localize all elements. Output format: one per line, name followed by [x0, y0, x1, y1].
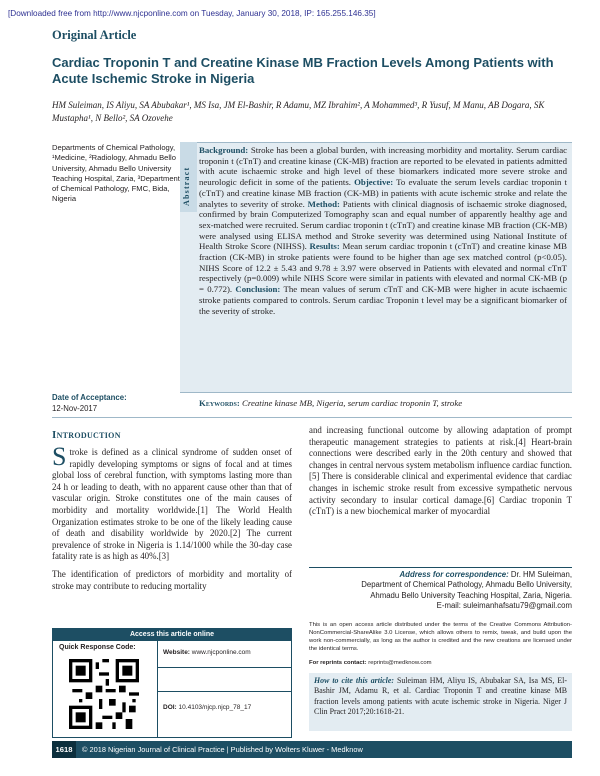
doi-link[interactable]: 10.4103/njcp.njcp_78_17 — [178, 704, 252, 711]
method-text: Patients with clinical diagnosis of ischaemic stroke diagnosed, confirmed by brain Computerized Tomography scan and equal number of apparently healthy age and sex-matched were recruited. Serum cardiac troponin t (cTnT) and creatine kinase MB fraction (CK-MB) were analysed using ELISA method and Stroke severity was determined using National Institute of Health Stroke Score (NIHSS). — [199, 198, 567, 252]
correspondence-email[interactable]: E-mail: suleimanhafsatu79@gmail.com — [436, 601, 572, 611]
cite-text: Suleiman HM, Aliyu IS, Abubakar SA, Isa MS, El-Bashir JM, Adamu R, et al. Cardiac Troponin T and creatine kinase MB fraction levels among patients with acute ischemic stroke in Nigeria. Niger J Clin Pract 2017;20:1618-21. — [314, 676, 567, 716]
correspondence-dept: Department of Chemical Pathology, Ahmadu Bello University, — [361, 580, 572, 590]
intro-right-text: and increasing functional outcome by allowing adaptation of prompt therapeutic management strategies to patients at risk.[4] Heart-brain connections were described early in the 20th century and showed that changes in central nervous system metabolism influence cardiac function.[5] There is considerable clinical and experimental evidence that cardiac changes in ischemic stroke result from excessive sympathetic nervous activity secondary to insular cortical damage.[6] Cardiac troponin T (cTnT) is a new biochemical marker of myocardial — [309, 425, 572, 517]
reprints-label: For reprints contact: — [309, 660, 367, 666]
intro-p1-text: troke is defined as a clinical syndrome of sudden onset of rapidly developing symptoms or signs of focal and at times global loss of cerebral function, with symptoms lasting more than 24 h or leading to death, with no apparent cause other than that of vascular origin. Stroke constitutes one of the main causes of morbidity and mortality worldwide.[1] The World Health Organization estimates stroke to be one of the likely leading cause of death and disability worldwide by 2020.[2] The current prevalence of stroke in Nigeria is 1.14/1000 while the 30-day case fatality rate is as high as 40%.[3] — [52, 447, 292, 562]
correspondence-block — [309, 570, 572, 612]
website-label: Website: — [163, 649, 190, 656]
background-label: Background: — [199, 145, 249, 155]
abstract-tab-label: Abstract — [182, 166, 191, 206]
author-list: HM Suleiman, IS Aliyu, SA Abubakar¹, MS Isa, JM El-Bashir, R Adamu, MZ Ibrahim², A Mohammed³, R Yusuf, M Manu, AB Dogara, SK Mustapha¹, N Bello², SA Ozovehe — [52, 100, 545, 123]
intro-paragraph-1 — [52, 442, 292, 563]
affiliations: Departments of Chemical Pathology, ¹Medicine, ²Radiology, Ahmadu Bello University, Ahmadu Bello University Teaching Hospital, Zaria, ³Department of Chemical Pathology, FMC, Bida, Nigeria — [52, 143, 180, 204]
access-row-divider — [158, 691, 291, 692]
background-text: Stroke has been a global burden, with increasing morbidity and mortality. Serum cardiac troponin t (cTnT) and creatine kinase (CK-MB) fraction are reported to be elevated in patients admitted with acute ischaemic stroke and high level of these biomarkers indicated more severe stroke and neurologic deficit in some of the patients. — [199, 145, 568, 188]
method-label: Method: — [307, 198, 340, 209]
keywords-label: Keywords: — [199, 398, 240, 408]
correspondence-name: Dr. HM Suleiman, — [510, 570, 572, 579]
intro-paragraph-2: The identification of predictors of morbidity and mortality of stroke may contribute to reducing mortality — [52, 568, 292, 591]
access-article-box — [52, 628, 292, 738]
objective-text: To evaluate the serum levels cardiac troponin t (cTnT) and creatine kinase MB fraction (CK-MB) in patients with acute ischemic stroke and relate the analytes to severity of stroke. — [199, 177, 567, 209]
intro-left-column — [52, 442, 292, 592]
doi-label: DOI: — [163, 704, 177, 711]
correspondence-label: Address for correspondence: — [399, 570, 509, 579]
access-row-divider — [158, 667, 291, 668]
correspondence-address: Ahmadu Bello University Teaching Hospital, Zaria, Nigeria. — [370, 590, 572, 600]
results-text: Mean serum cardiac troponin t (cTnT) and creatine kinase MB fraction (CK-MB) in stroke patients were found to be higher than age sex matched control (p<0.05). NIHS Score of 12.2 ± 5.43 and 9.78 ± 3.97 were observed in Patients with elevated and normal cTnT respectively (p=0.009) while NIHS Score were similar in patients with elevated and normal CK-MB (p = 0.772). — [199, 241, 567, 295]
website-row — [163, 649, 251, 656]
drop-cap: S — [52, 442, 67, 471]
article-title: Cardiac Troponin T and Creatine Kinase MB Fraction Levels Among Patients with Acute Ischemic Stroke in Nigeria — [52, 55, 554, 86]
abstract-text — [199, 145, 567, 316]
conclusion-label: Conclusion: — [235, 284, 281, 295]
reprints-email[interactable]: reprints@medknow.com — [368, 660, 432, 666]
cite-label: How to cite this article: — [314, 676, 394, 685]
keywords-text: Creatine kinase MB, Nigeria, serum cardiac troponin T, stroke — [241, 398, 463, 408]
how-to-cite-box — [309, 673, 572, 731]
intro-right-column — [309, 425, 572, 518]
qr-label: Quick Response Code: — [59, 644, 136, 651]
access-header: Access this article online — [53, 629, 291, 641]
qr-code-icon[interactable] — [69, 659, 139, 729]
acceptance-label: Date of Acceptance: — [52, 393, 127, 402]
abstract-tab — [180, 142, 197, 212]
results-label: Results: — [309, 241, 340, 252]
objective-label: Objective: — [354, 177, 394, 188]
footer-text: © 2018 Nigerian Journal of Clinical Practice | Published by Wolters Kluwer - Medknow — [82, 745, 363, 754]
keywords — [199, 398, 571, 408]
page-number: 1618 — [52, 741, 76, 758]
article-type: Original Article — [52, 28, 137, 42]
website-link[interactable]: www.njcponline.com — [191, 649, 251, 656]
acceptance-date: 12-Nov-2017 — [52, 404, 98, 413]
doi-row — [163, 704, 251, 711]
reprints-line — [309, 660, 432, 666]
correspondence-rule — [309, 567, 572, 568]
correspondence-line — [309, 570, 572, 580]
introduction-heading: Introduction — [52, 429, 121, 441]
access-divider — [157, 641, 158, 737]
license-text: This is an open access article distributed under the terms of the Creative Commons Attribution-NonCommercial-ShareAlike 3.0 License, which allows others to remix, tweak, and build upon the work non-commercially, as long as the author is credited and the new creations are licensed under the identical terms. — [309, 622, 572, 652]
conclusion-text: The mean values of serum cTnT and CK-MB were higher in acute ischaemic stroke patients compared to controls. Serum cardiac Troponin t level may be a significant biomarker of the severity of stroke. — [199, 284, 567, 316]
section-divider — [52, 417, 572, 418]
download-banner: [Downloaded free from http://www.njcponline.com on Tuesday, January 30, 2018, IP: 165.255.146.35] — [8, 9, 376, 18]
